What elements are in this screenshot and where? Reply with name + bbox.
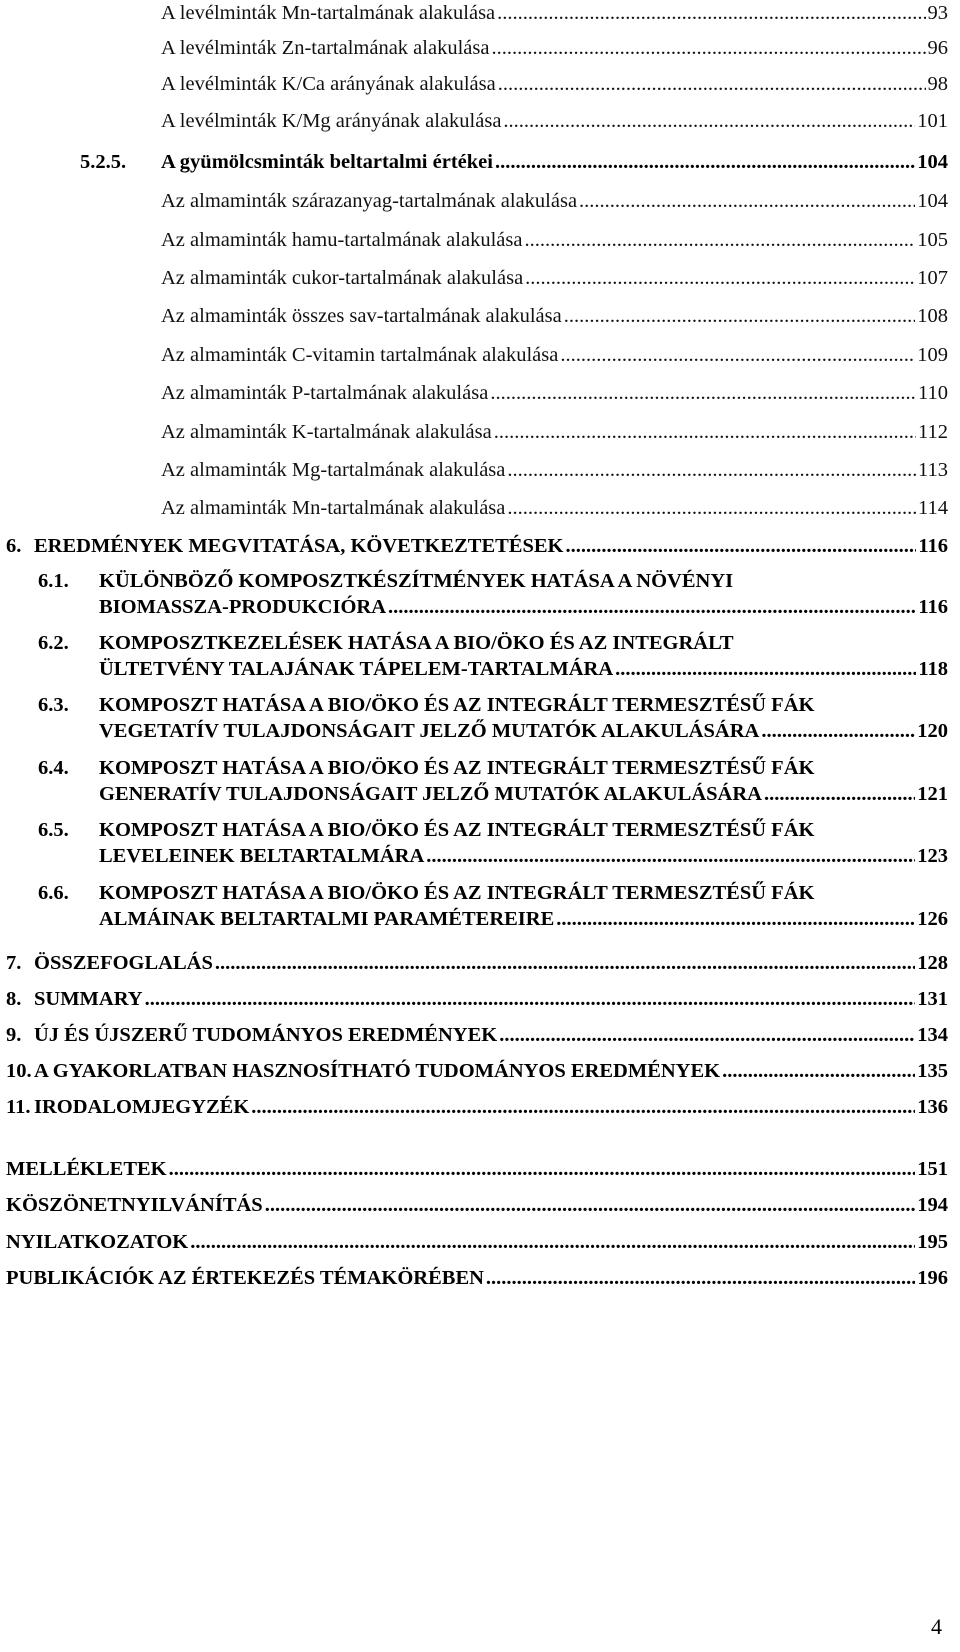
toc-leader-dots xyxy=(145,988,916,1011)
toc-entry-page: 110 xyxy=(918,382,948,404)
toc-entry-title-line2: ALMÁINAK BELTARTALMI PARAMÉTEREIRE xyxy=(99,908,555,930)
toc-entry-section[interactable] xyxy=(38,632,948,682)
toc-entry-number: 6.2. xyxy=(38,632,69,654)
toc-entry-page: 104 xyxy=(917,190,948,212)
toc-entry-title-line1: KOMPOSZT HATÁSA A BIO/ÖKO ÉS AZ INTEGRÁLT TERMESZTÉSŰ FÁK xyxy=(99,882,815,904)
toc-entry-title-line1: KOMPOSZT HATÁSA A BIO/ÖKO ÉS AZ INTEGRÁLT TERMESZTÉSŰ FÁK xyxy=(99,819,815,841)
toc-leader-dots xyxy=(524,229,915,252)
toc-leader-dots xyxy=(169,1158,916,1181)
toc-entry[interactable] xyxy=(161,459,948,482)
toc-entry-number: 8. xyxy=(6,988,22,1010)
toc-entry-title: A gyümölcsminták beltartalmi értékei xyxy=(161,151,493,173)
toc-entry-number: 6.4. xyxy=(38,757,69,779)
toc-entry-page: 128 xyxy=(917,952,948,974)
toc-entry[interactable] xyxy=(161,497,948,520)
toc-leader-dots xyxy=(566,535,917,558)
toc-leader-dots xyxy=(497,2,925,25)
toc-entry[interactable] xyxy=(161,2,948,25)
toc-entry-title-line1: KOMPOSZT HATÁSA A BIO/ÖKO ÉS AZ INTEGRÁLT TERMESZTÉSŰ FÁK xyxy=(99,757,815,779)
toc-entry-title-line1: KOMPOSZTKEZELÉSEK HATÁSA A BIO/ÖKO ÉS AZ INTEGRÁLT xyxy=(99,632,734,654)
toc-entry-title: Az almaminták Mn-tartalmának alakulása xyxy=(161,497,506,519)
toc-entry-chapter[interactable] xyxy=(6,988,948,1011)
toc-entry-page: 151 xyxy=(917,1158,948,1180)
toc-entry[interactable] xyxy=(161,382,948,405)
toc-entry-chapter[interactable] xyxy=(6,952,948,975)
toc-entry-number: 6.1. xyxy=(38,570,69,592)
toc-entry-title-line2: GENERATÍV TULAJDONSÁGAIT JELZŐ MUTATÓK ALAKULÁSÁRA xyxy=(99,783,762,805)
toc-leader-dots xyxy=(251,1096,915,1119)
toc-entry-page: 114 xyxy=(918,497,948,519)
toc-entry-title: Az almaminták összes sav-tartalmának alakulása xyxy=(161,305,562,327)
toc-leader-dots xyxy=(265,1194,916,1217)
toc-entry-title-line2: ÜLTETVÉNY TALAJÁNAK TÁPELEM-TARTALMÁRA xyxy=(99,658,614,680)
toc-entry-number: 6.3. xyxy=(38,694,69,716)
toc-entry-page: 194 xyxy=(917,1194,948,1216)
toc-entry-title-line1: KÜLÖNBÖZŐ KOMPOSZTKÉSZÍTMÉNYEK HATÁSA A NÖVÉNYI xyxy=(99,570,734,592)
toc-entry-page: 121 xyxy=(917,783,948,805)
toc-entry-section[interactable] xyxy=(38,694,948,744)
toc-leader-dots xyxy=(491,37,925,60)
toc-leader-dots xyxy=(495,151,915,174)
toc-leader-dots xyxy=(761,720,915,743)
toc-entry-title: Az almaminták C-vitamin tartalmának alakulása xyxy=(161,344,559,366)
toc-leader-dots xyxy=(560,344,915,367)
toc-entry-chapter[interactable] xyxy=(6,535,948,558)
toc-entry-title: Az almaminták P-tartalmának alakulása xyxy=(161,382,489,404)
toc-entry-title: A levélminták K/Ca arányának alakulása xyxy=(161,73,496,95)
toc-entry-backmatter[interactable] xyxy=(6,1194,948,1217)
toc-entry-title: A GYAKORLATBAN HASZNOSÍTHATÓ TUDOMÁNYOS EREDMÉNYEK xyxy=(34,1060,721,1082)
toc-entry-backmatter[interactable] xyxy=(6,1231,948,1254)
toc-entry-number: 6.6. xyxy=(38,882,69,904)
toc-entry-title: KÖSZÖNETNYILVÁNÍTÁS xyxy=(6,1194,263,1216)
toc-entry-page: 123 xyxy=(917,845,948,867)
toc-leader-dots xyxy=(490,382,916,405)
toc-leader-dots xyxy=(507,459,916,482)
toc-leader-dots xyxy=(579,190,915,213)
toc-entry-backmatter[interactable] xyxy=(6,1267,948,1290)
toc-entry-title: ÚJ ÉS ÚJSZERŰ TUDOMÁNYOS EREDMÉNYEK xyxy=(34,1024,498,1046)
toc-leader-dots xyxy=(499,1024,915,1047)
toc-leader-dots xyxy=(215,952,915,975)
toc-entry-page: 93 xyxy=(927,2,948,24)
toc-entry-page: 105 xyxy=(917,229,948,251)
toc-leader-dots xyxy=(426,845,915,868)
toc-entry-page: 135 xyxy=(917,1060,948,1082)
toc-entry[interactable] xyxy=(161,305,948,328)
toc-entry-page: 126 xyxy=(917,908,948,930)
toc-entry-page: 108 xyxy=(917,305,948,327)
toc-entry-title: EREDMÉNYEK MEGVITATÁSA, KÖVETKEZTETÉSEK xyxy=(34,535,564,557)
toc-entry-page: 116 xyxy=(918,535,948,557)
toc-entry-page: 101 xyxy=(917,110,948,132)
toc-entry-title: A levélminták K/Mg arányának alakulása xyxy=(161,110,502,132)
toc-entry-title: ÖSSZEFOGLALÁS xyxy=(34,952,213,974)
toc-entry-page: 104 xyxy=(917,151,948,173)
toc-entry-number: 6. xyxy=(6,535,22,557)
toc-entry-page: 112 xyxy=(918,421,948,443)
toc-leader-dots xyxy=(507,497,916,520)
toc-entry-page: 107 xyxy=(917,267,948,289)
toc-entry-title: A levélminták Mn-tartalmának alakulása xyxy=(161,2,496,24)
toc-entry[interactable] xyxy=(161,344,948,367)
toc-entry-chapter[interactable] xyxy=(6,1024,948,1047)
toc-entry-title: SUMMARY xyxy=(34,988,143,1010)
toc-entry-chapter[interactable] xyxy=(6,1096,948,1119)
toc-entry-section[interactable] xyxy=(38,882,948,932)
toc-leader-dots xyxy=(615,658,916,681)
toc-leader-dots xyxy=(564,305,916,328)
toc-entry-title: MELLÉKLETEK xyxy=(6,1158,167,1180)
toc-leader-dots xyxy=(498,73,926,96)
toc-entry-page: 134 xyxy=(917,1024,948,1046)
toc-entry[interactable] xyxy=(161,110,948,133)
toc-entry-title: Az almaminták Mg-tartalmának alakulása xyxy=(161,459,506,481)
toc-entry[interactable] xyxy=(161,421,948,444)
toc-entry-title: Az almaminták hamu-tartalmának alakulása xyxy=(161,229,523,251)
toc-entry[interactable] xyxy=(161,73,948,96)
toc-entry-number: 10. xyxy=(6,1060,32,1082)
toc-entry-section[interactable] xyxy=(38,570,948,620)
toc-entry-number: 11. xyxy=(6,1096,31,1118)
toc-leader-dots xyxy=(388,596,916,619)
toc-entry-chapter[interactable] xyxy=(6,1060,948,1083)
toc-entry-page: 118 xyxy=(918,658,948,680)
toc-entry[interactable] xyxy=(161,267,948,290)
toc-entry-title-line2: BIOMASSZA-PRODUKCIÓRA xyxy=(99,596,387,618)
toc-leader-dots xyxy=(525,267,915,290)
toc-entry-section[interactable] xyxy=(38,819,948,869)
toc-entry-page: 96 xyxy=(927,37,948,59)
toc-entry[interactable] xyxy=(161,37,948,60)
toc-entry-page: 136 xyxy=(917,1096,948,1118)
toc-entry-title-line1: KOMPOSZT HATÁSA A BIO/ÖKO ÉS AZ INTEGRÁLT TERMESZTÉSŰ FÁK xyxy=(99,694,815,716)
toc-entry-backmatter[interactable] xyxy=(6,1158,948,1181)
toc-entry-page: 116 xyxy=(918,596,948,618)
toc-entry-page: 196 xyxy=(917,1267,948,1289)
toc-entry[interactable] xyxy=(161,229,948,252)
page-number: 4 xyxy=(931,1614,942,1639)
toc-entry-number: 5.2.5. xyxy=(80,151,127,173)
toc-entry-title: Az almaminták szárazanyag-tartalmának alakulása xyxy=(161,190,578,212)
toc-entry[interactable] xyxy=(161,190,948,213)
toc-entry-title: IRODALOMJEGYZÉK xyxy=(34,1096,250,1118)
toc-entry-page: 109 xyxy=(917,344,948,366)
toc-leader-dots xyxy=(494,421,916,444)
toc-entry-title: PUBLIKÁCIÓK AZ ÉRTEKEZÉS TÉMAKÖRÉBEN xyxy=(6,1267,484,1289)
toc-entry-title-line2: VEGETATÍV TULAJDONSÁGAIT JELZŐ MUTATÓK ALAKULÁSÁRA xyxy=(99,720,760,742)
toc-entry-title-line2: LEVELEINEK BELTARTALMÁRA xyxy=(99,845,425,867)
toc-entry-page: 195 xyxy=(917,1231,948,1253)
toc-entry-page: 131 xyxy=(917,988,948,1010)
toc-entry-title: Az almaminták cukor-tartalmának alakulása xyxy=(161,267,524,289)
toc-entry-page: 120 xyxy=(917,720,948,742)
toc-leader-dots xyxy=(764,783,915,806)
toc-entry-number: 7. xyxy=(6,952,22,974)
toc-entry-number: 9. xyxy=(6,1024,22,1046)
toc-leader-dots xyxy=(722,1060,915,1083)
toc-entry-title: Az almaminták K-tartalmának alakulása xyxy=(161,421,492,443)
toc-leader-dots xyxy=(486,1267,915,1290)
toc-leader-dots xyxy=(503,110,915,133)
toc-entry-section[interactable] xyxy=(38,757,948,807)
toc-entry-section[interactable] xyxy=(80,151,948,174)
toc-entry-title: NYILATKOZATOK xyxy=(6,1231,189,1253)
toc-leader-dots xyxy=(556,908,915,931)
toc-leader-dots xyxy=(190,1231,915,1254)
toc-entry-number: 6.5. xyxy=(38,819,69,841)
toc-entry-page: 113 xyxy=(918,459,948,481)
toc-entry-title: A levélminták Zn-tartalmának alakulása xyxy=(161,37,490,59)
toc-entry-page: 98 xyxy=(927,73,948,95)
